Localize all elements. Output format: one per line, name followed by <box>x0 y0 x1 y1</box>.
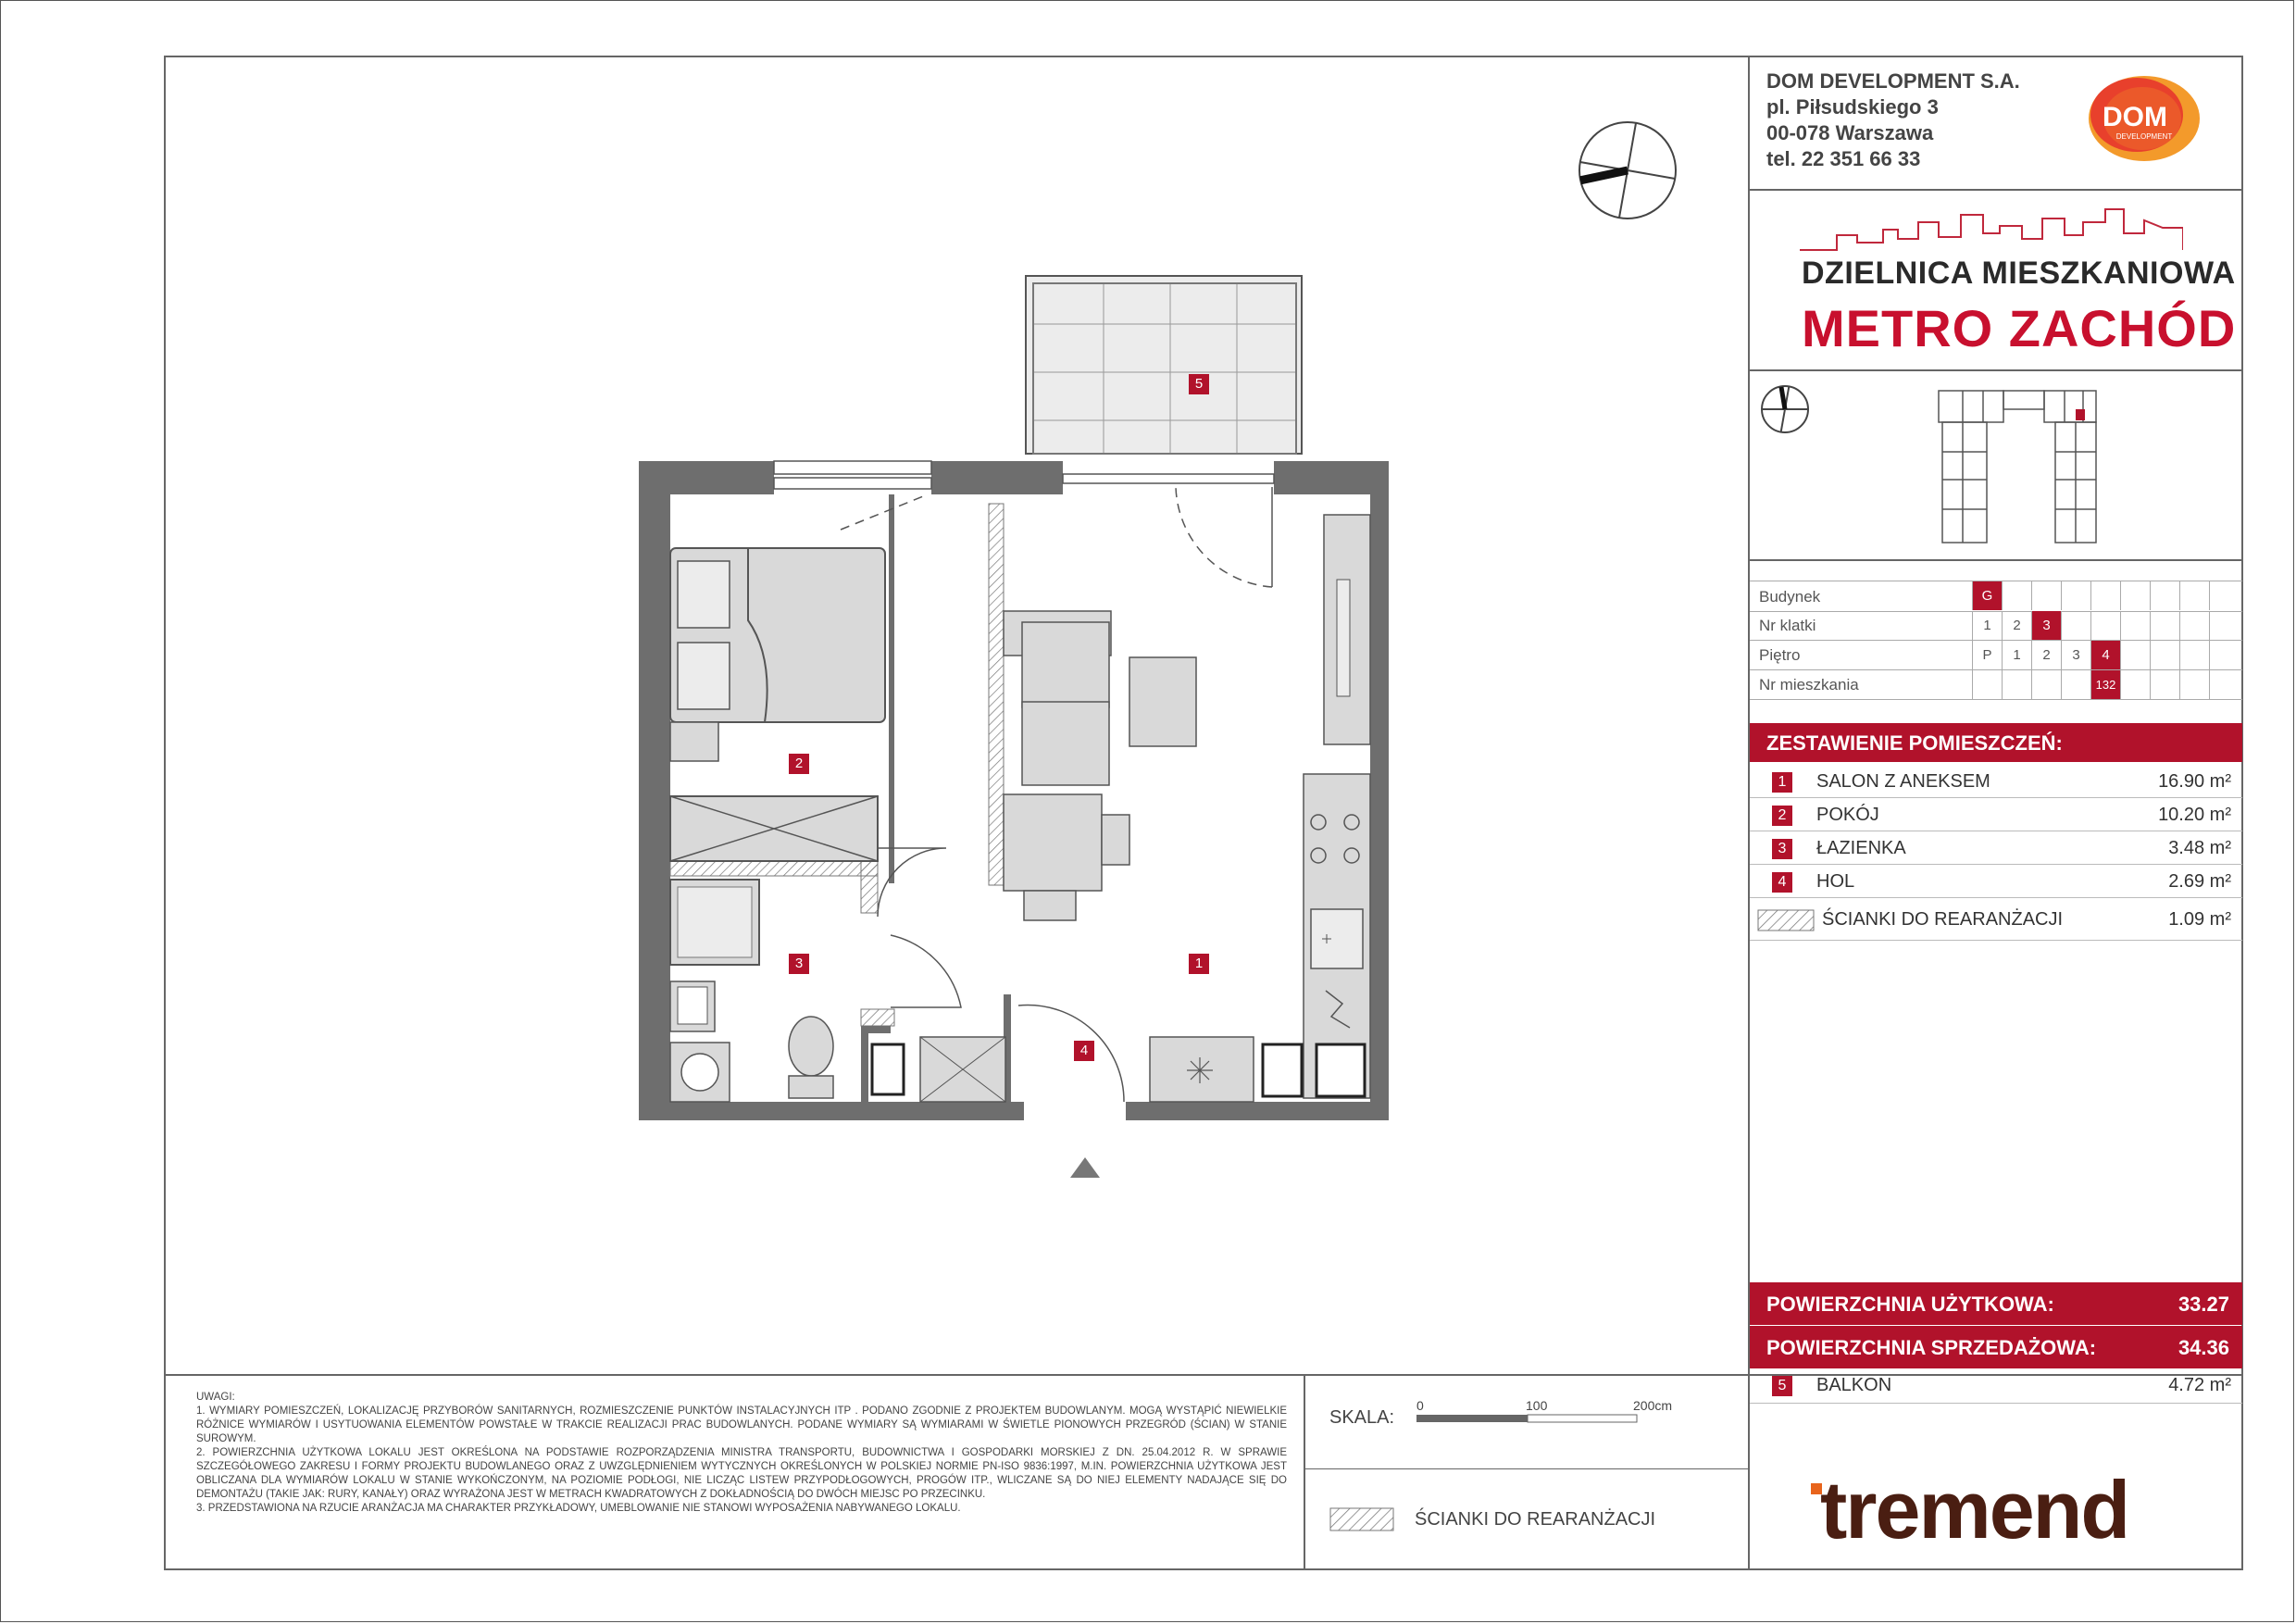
project-line1: DZIELNICA MIESZKANIOWA <box>1802 256 2236 291</box>
key-plan-graphic <box>1935 387 2102 546</box>
scale-tick-200: 200cm <box>1633 1398 1673 1413</box>
ventilation-shafts <box>1150 1037 1365 1102</box>
info-grid-cell <box>2150 670 2179 699</box>
bedroom-door <box>878 848 946 917</box>
info-grid-cell <box>2150 641 2179 669</box>
note-1: 1. WYMIARY POMIESZCZEŃ, LOKALIZACJĘ PRZYBORÓW SANITARNYCH, ROZMIESZCZENIE PUNKTÓW INSTALACYJNYCH ITP . PODANO ZGODNIE Z PROJEKTEM BUDOWLANYM. MOGĄ WYSTĄPIĆ NIEWIELKIE RÓŻNICE WYMIARÓW I USYTUOWANIA ELEMENTÓW POWSTAŁE W TRAKCIE REALIZACJI PRAC BUDOWLANYCH. PODANE WYMIARY SĄ WYMIARAMI W ŚWIETLE PIONOWYCH PRZEGRÓD (ŚCIAN) W STANIE SUROWYM. <box>196 1405 1287 1444</box>
info-grid-cell <box>2090 611 2120 640</box>
info-grid-cell <box>2002 581 2031 610</box>
room-tag-2: 2 <box>789 754 809 774</box>
wardrobe <box>670 796 878 861</box>
note-3: 3. PRZEDSTAWIONA NA RZUCIE ARANŻACJA MA CHARAKTER PRZYKŁADOWY, UMEBLOWANIE NIE STANOWI WYPOSAŻENIA NABYWANEGO LOKALU. <box>196 1503 961 1514</box>
notes-title: UWAGI: <box>196 1392 235 1403</box>
dom-development-logo <box>2078 65 2207 169</box>
shower <box>670 880 759 965</box>
legend-label: ŚCIANKI DO REARANŻACJI <box>1415 1509 1656 1530</box>
info-grid-cell <box>2120 581 2150 610</box>
bed <box>670 548 885 722</box>
room-area: 16.90 m² <box>2158 771 2231 792</box>
partitions-row <box>1750 898 2242 941</box>
partitions-area: 1.09 m² <box>2168 909 2231 930</box>
bathroom-door <box>891 935 961 1007</box>
info-grid-cell <box>2150 611 2179 640</box>
balcony-row <box>1750 1368 2242 1404</box>
room-area: 2.69 m² <box>2168 871 2231 892</box>
info-grid-cell: 132 <box>2090 670 2120 699</box>
room-tag-3: 3 <box>789 954 809 974</box>
sofa <box>1004 611 1111 785</box>
hatch-swatch-icon <box>1757 909 1815 931</box>
info-grid-cell: G <box>1972 581 2002 610</box>
room-tag-5: 5 <box>1189 374 1209 394</box>
project-line2: METRO ZACHÓD <box>1802 299 2237 357</box>
rooms-heading-bar <box>1750 723 2242 762</box>
window-swing <box>841 494 928 530</box>
info-grid-cell: P <box>1972 641 2002 669</box>
info-grid-cell <box>2120 641 2150 669</box>
rooms-heading: ZESTAWIENIE POMIESZCZEŃ: <box>1766 731 2063 755</box>
info-grid-cell <box>2031 670 2061 699</box>
logo-text-bottom: DEVELOPMENT <box>2115 132 2173 141</box>
info-grid-cell <box>2209 611 2239 640</box>
skyline-graphic <box>1800 206 2183 252</box>
room-number: 3 <box>1772 839 1792 859</box>
logo-text-top: DOM <box>2103 102 2167 132</box>
compass-icon <box>1574 117 1681 224</box>
balcony-area: 4.72 m² <box>2168 1375 2231 1395</box>
kitchen-sink <box>1311 909 1363 968</box>
info-grid-cell <box>2179 641 2209 669</box>
room-name: POKÓJ <box>1816 805 1879 825</box>
floor-label: Piętro <box>1759 646 1801 664</box>
dining-set <box>1004 794 1129 920</box>
info-grid-cell <box>2002 670 2031 699</box>
info-grid-cell <box>2179 670 2209 699</box>
sales-area-bar <box>1750 1326 2242 1368</box>
legend-hatch-icon <box>1329 1507 1394 1531</box>
info-grid-cell <box>2179 611 2209 640</box>
info-grid-cell <box>2061 670 2090 699</box>
usable-area-bar <box>1750 1282 2242 1325</box>
room-row <box>1750 798 2242 831</box>
room-tag-1: 1 <box>1189 954 1209 974</box>
toilet <box>789 1017 833 1098</box>
balcony-number: 5 <box>1772 1376 1792 1396</box>
staircase-label: Nr klatki <box>1759 617 1816 634</box>
info-grid-cell: 2 <box>2002 611 2031 640</box>
info-grid-cell <box>2209 581 2239 610</box>
site-compass-icon <box>1759 383 1811 435</box>
balcony-name: BALKON <box>1816 1375 1892 1395</box>
info-grid-cell: 1 <box>1972 611 2002 640</box>
info-grid-cell: 3 <box>2061 641 2090 669</box>
panel-divider <box>1748 369 2243 371</box>
room-area: 3.48 m² <box>2168 838 2231 858</box>
info-grid-cell <box>2061 581 2090 610</box>
info-grid-cell <box>2209 670 2239 699</box>
key-plan-marker <box>2076 409 2085 420</box>
company-city: 00-078 Warszawa <box>1766 121 1934 144</box>
building-label: Budynek <box>1759 588 1821 606</box>
usable-area-value: 33.27 <box>2177 1293 2229 1316</box>
room-tag-4: 4 <box>1074 1041 1094 1061</box>
balcony <box>1026 276 1302 454</box>
room-area: 10.20 m² <box>2158 805 2231 825</box>
notes-block <box>196 1391 1287 1516</box>
room-name: ŁAZIENKA <box>1816 838 1906 858</box>
washing-machine <box>670 1043 730 1102</box>
washbasin <box>670 981 715 1031</box>
info-grid-cell <box>2090 581 2120 610</box>
info-grid-cell <box>2209 641 2239 669</box>
info-grid-cell <box>2031 581 2061 610</box>
scale-bar <box>1416 1413 1639 1424</box>
company-name: DOM DEVELOPMENT S.A. <box>1766 69 2020 93</box>
room-number: 1 <box>1772 772 1792 793</box>
brand-name: tremend <box>1820 1464 2129 1555</box>
info-grid-cell <box>2179 581 2209 610</box>
info-grid-cell: 2 <box>2031 641 2061 669</box>
room-number: 4 <box>1772 872 1792 893</box>
usable-area-label: POWIERZCHNIA UŻYTKOWA: <box>1766 1293 2054 1316</box>
tremend-logo <box>1811 1464 2200 1555</box>
nightstand <box>670 722 718 761</box>
tv-cabinet <box>1324 515 1370 744</box>
scale-tick-100: 100 <box>1526 1398 1548 1413</box>
footer-divider <box>1304 1374 1305 1570</box>
company-block <box>1766 69 2020 172</box>
info-grid-cell: 1 <box>2002 641 2031 669</box>
note-2: 2. POWIERZCHNIA UŻYTKOWA LOKALU JEST OKREŚLONA NA PODSTAWIE ROZPORZĄDZENIA MINISTRA TRANSPORTU, BUDOWNICTWA I GOSPODARKI MORSKIEJ Z DN. 25.04.2012 R. W SPRAWIE SZCZEGÓŁOWEGO ZAKRESU I FORMY PROJEKTU BUDOWLANEGO ORAZ Z UWZGLĘDNIENIEM WYTYCZNYCH OKREŚLONYCH W POLSKIEJ NORMIE PN-ISO 9836:1997, M.IN. POWIERZCHNIA UŻYTKOWA JEST OBLICZANA DLA WYMIARÓW LOKALU W STANIE WYKOŃCZONYM, NA POZIOMIE PODŁOGI, NIE LICZĄC LISTEW PRZYPODŁOGOWYCH, PROGÓW ITP., WLICZANE SĄ DO NIEJ ELEMENTY NADAJĄCE SIĘ DO DEMONTAŻU (TAKIE JAK: RURY, KANAŁY) ORAZ WYRAŻONA JEST W METRACH KWADRATOWYCH Z DOKŁADNOŚCIĄ DO DWÓCH MIEJSC PO PRZECINKU. <box>196 1447 1287 1500</box>
scale-tick-0: 0 <box>1416 1398 1424 1413</box>
sales-area-value: 34.36 <box>2177 1336 2229 1359</box>
company-phone: tel. 22 351 66 33 <box>1766 147 1921 170</box>
floor-plan <box>630 269 1398 1185</box>
installation-shafts <box>872 1037 1005 1102</box>
room-row <box>1750 865 2242 898</box>
panel-divider <box>1748 56 1750 1376</box>
info-grid-cell <box>2120 670 2150 699</box>
apartment-label: Nr mieszkania <box>1759 676 1859 693</box>
info-grid-cell <box>2061 611 2090 640</box>
info-grid-cell <box>2120 611 2150 640</box>
room-name: HOL <box>1816 871 1855 892</box>
entrance-arrow-icon <box>1070 1157 1100 1178</box>
company-street: pl. Piłsudskiego 3 <box>1766 95 1939 119</box>
info-grid-cell: 4 <box>2090 641 2120 669</box>
coffee-table <box>1129 657 1196 746</box>
panel-divider <box>1748 559 2243 561</box>
panel-divider <box>1748 189 2243 191</box>
entrance-door <box>1018 1006 1124 1102</box>
room-name: SALON Z ANEKSEM <box>1816 771 1990 792</box>
room-number: 2 <box>1772 806 1792 826</box>
sales-area-label: POWIERZCHNIA SPRZEDAŻOWA: <box>1766 1336 2097 1359</box>
info-grid-cell: 3 <box>2031 611 2061 640</box>
info-grid-cell <box>2150 581 2179 610</box>
footer-divider <box>1304 1468 1750 1469</box>
room-row <box>1750 831 2242 865</box>
info-grid-cell <box>1972 670 2002 699</box>
room-row <box>1750 765 2242 798</box>
scale-label: SKALA: <box>1329 1407 1395 1428</box>
balcony-door <box>1176 487 1272 587</box>
partitions-name: ŚCIANKI DO REARANŻACJI <box>1822 909 2064 930</box>
